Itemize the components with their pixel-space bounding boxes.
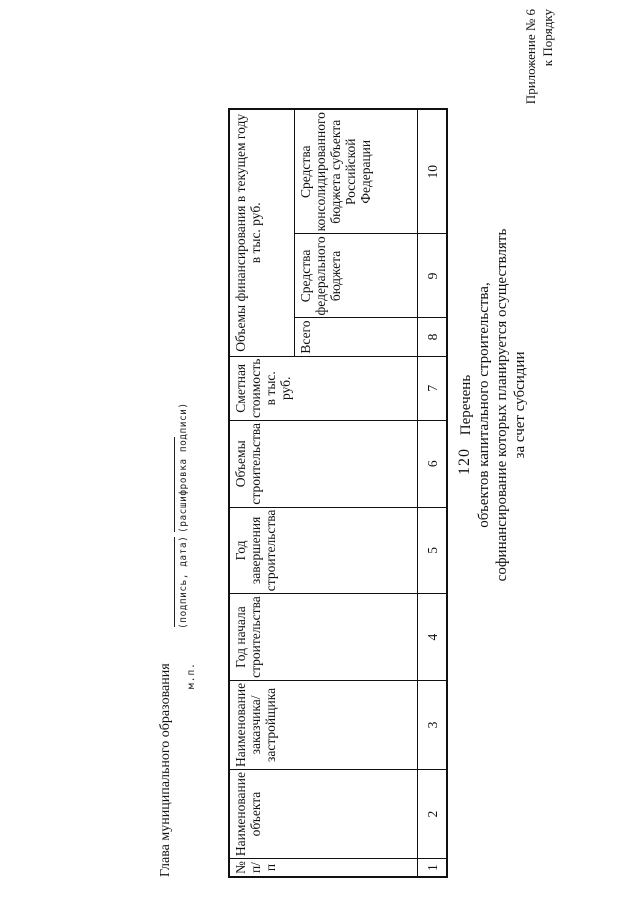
signature-label: Глава муниципального образования [158,663,173,877]
number-cell: 5 [418,507,448,594]
appendix-reference [522,9,556,129]
signature-caption: (подпись, дата) [178,535,189,629]
appendix-line-1: Приложение № 6 [523,9,538,105]
header-cell-financing-group: Объемы финансирования в текущем году в тыс. руб. [229,109,295,356]
objects-table [228,108,448,878]
number-cell: 4 [418,594,448,681]
header-cell-volume: Объемы строительства [229,420,418,507]
number-cell: 3 [418,680,448,769]
decryption-line [174,437,175,532]
number-cell: 10 [418,109,448,234]
header-cell-end-year: Год завершения строительства [229,507,418,594]
number-cell: 1 [418,859,448,877]
page-number: 120 [456,448,473,475]
stamp-placeholder: м.п. [186,662,197,689]
title-line-2: объектов капитального строительства, [476,282,492,528]
header-cell-object-name: Наименование объекта [229,770,418,859]
appendix-line-2: к Порядку [540,9,555,67]
header-cell-start-year: Год начала строительства [229,594,418,681]
title-line-4: за счет субсидии [512,351,528,459]
table-header-row [229,109,295,877]
number-cell: 2 [418,770,448,859]
header-cell-customer: Наименование заказчика/ застройщика [229,680,418,769]
header-cell-regional-budget: Средства консолидированного бюджета субъекта Российской Федерации [295,109,418,234]
signature-line [174,537,175,627]
title-line-1: Перечень [458,374,474,436]
header-cell-federal-budget: Средства федерального бюджета [295,234,418,318]
document-title [457,125,529,685]
number-cell: 9 [418,234,448,318]
header-cell-number: № п/п [229,859,418,877]
number-cell: 6 [418,420,448,507]
title-line-3: софинансирование которых планируется осуществлять [494,228,510,582]
header-cell-estimated-cost: Сметная стоимость в тыс. руб. [229,356,418,420]
number-cell: 8 [418,318,448,356]
signature-block [158,177,198,877]
table-number-row [418,109,448,877]
header-cell-total: Всего [295,318,418,356]
number-cell: 7 [418,356,448,420]
decryption-caption: (расшифровка подписи) [178,402,189,533]
